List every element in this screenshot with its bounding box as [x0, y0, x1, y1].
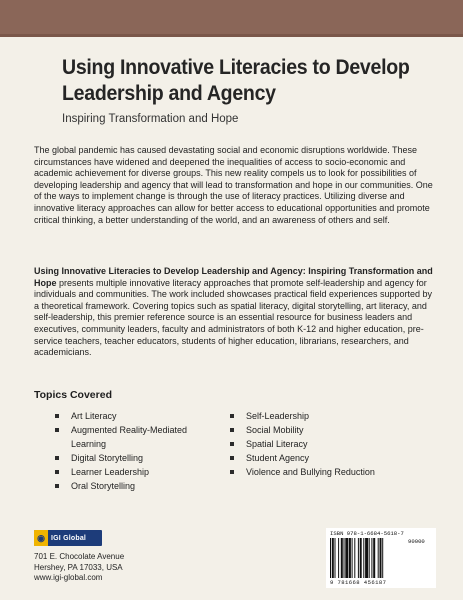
topic-item: Learner Leadership	[55, 465, 205, 479]
topic-item: Art Literacy	[55, 409, 205, 423]
topic-item: Digital Storytelling	[55, 451, 205, 465]
address-line-2: Hershey, PA 17033, USA	[34, 562, 123, 572]
topic-item: Spatial Literacy	[230, 437, 430, 451]
top-color-band	[0, 0, 463, 37]
bullet-square-icon	[230, 442, 234, 446]
bullet-square-icon	[230, 428, 234, 432]
topics-list-right	[230, 409, 430, 479]
paragraph-2-body: presents multiple innovative literacy approaches that promote self-leadership and agency for individuals and communities. The work included showcases practical field experiences supported by a theoretical framework. Covering topics such as spatial literacy, digital storytelling, art literacy, and self-leadership, this premier reference source is an essential resource for business leaders and executives, community leaders, faculty and administrators of both K-12 and higher education, pre-service teachers, teacher educators, students of higher education, librarians, researchers, and academicians.	[34, 277, 433, 358]
bullet-square-icon	[230, 414, 234, 418]
topic-item: Self-Leadership	[230, 409, 430, 423]
bullet-square-icon	[55, 456, 59, 460]
topic-item: Social Mobility	[230, 423, 430, 437]
topics-list-left	[55, 409, 205, 493]
topic-item: Student Agency	[230, 451, 430, 465]
bullet-square-icon	[55, 428, 59, 432]
bullet-square-icon	[230, 470, 234, 474]
bullet-square-icon	[55, 484, 59, 488]
topic-item: Oral Storytelling	[55, 479, 205, 493]
paragraph-2-bold-title: Using Innovative Literacies to Develop Leadership and Agency: Inspiring Transformation and Hope	[34, 266, 433, 288]
topic-item: Augmented Reality-Mediated Learning	[55, 423, 205, 451]
ean-number: 9 781668 456187	[330, 579, 387, 586]
topic-item: Violence and Bullying Reduction	[230, 465, 430, 479]
topics-heading: Topics Covered	[34, 389, 112, 401]
bullet-square-icon	[55, 470, 59, 474]
globe-logo-icon: ◉	[34, 530, 48, 546]
publisher-logo	[34, 530, 102, 546]
publisher-website: www.igi-global.com	[34, 573, 103, 582]
description-paragraph-1: The global pandemic has caused devastating social and economic disruptions worldwide. These circumstances have widened and deepened the inequalities of access to socio-economic and academic achievement for diverse groups. This new reality compels us to look for possibilities of developing leadership and agency that will lead to transformation and hope in our communities. One of the ways to implement change is through the use of literacy practices. Utilizing diverse and innovative literacy approaches can allow for better access to educational opportunities and promote critical thinking, a better understanding of the world, and an awareness of others and self.	[34, 145, 433, 225]
bullet-square-icon	[55, 414, 59, 418]
book-subtitle: Inspiring Transformation and Hope	[62, 113, 239, 125]
publisher-logo-text: IGI Global	[51, 534, 87, 542]
address-line-1: 701 E. Chocolate Avenue	[34, 552, 125, 561]
description-paragraph-2	[34, 266, 434, 359]
bullet-square-icon	[230, 456, 234, 460]
book-title: Using Innovative Literacies to Develop Leadership and Agency	[62, 56, 410, 105]
isbn-text: ISBN 978-1-6684-5618-7	[330, 530, 404, 537]
isbn-barcode	[326, 528, 436, 588]
price-code: 90000	[408, 538, 425, 545]
barcode-bars-icon	[330, 538, 406, 578]
publisher-address	[34, 552, 194, 584]
